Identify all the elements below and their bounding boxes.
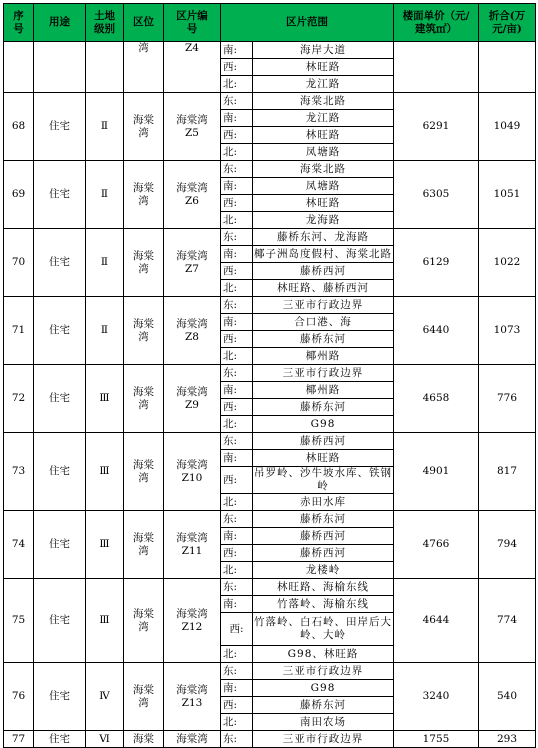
unit-price-cell: 4644 xyxy=(394,579,479,663)
grade-cell: Ⅲ xyxy=(86,511,124,579)
boundary-cell: 三亚市行政边界 xyxy=(253,365,394,382)
conversion-cell: 1051 xyxy=(479,161,536,229)
unit-price-cell: 3240 xyxy=(394,663,479,731)
direction-cell: 北: xyxy=(221,562,253,579)
direction-cell: 南: xyxy=(221,450,253,467)
area-cell: 海棠 湾 xyxy=(124,229,164,297)
seq-cell: 71 xyxy=(4,297,34,365)
grade-cell: Ⅲ xyxy=(86,365,124,433)
boundary-cell: 三亚市行政边界 xyxy=(253,731,394,748)
table-row xyxy=(4,161,536,178)
boundary-cell: 龙楼岭 xyxy=(253,562,394,579)
header-zone-code: 区片编 号 xyxy=(164,4,221,42)
seq-cell: 77 xyxy=(4,731,34,748)
area-cell: 海棠 湾 xyxy=(124,663,164,731)
grade-cell: Ⅱ xyxy=(86,297,124,365)
table-row xyxy=(4,579,536,596)
boundary-cell: 南田农场 xyxy=(253,714,394,731)
header-conversion: 折合(万 元/亩) xyxy=(479,4,536,42)
area-cell: 海棠 湾 xyxy=(124,93,164,161)
land-price-table xyxy=(3,3,536,748)
direction-cell: 东: xyxy=(221,663,253,680)
land-price-table-sheet xyxy=(3,3,535,748)
zone-code-cell: 海棠湾 Z8 xyxy=(164,297,221,365)
conversion-cell: 1049 xyxy=(479,93,536,161)
boundary-cell: 海棠北路 xyxy=(253,93,394,110)
use-cell: 住宅 xyxy=(34,731,86,748)
use-cell: 住宅 xyxy=(34,365,86,433)
direction-cell: 南: xyxy=(221,314,253,331)
direction-cell: 北: xyxy=(221,348,253,365)
boundary-cell: 椰州路 xyxy=(253,348,394,365)
boundary-cell: 林旺路、藤桥西河 xyxy=(253,280,394,297)
direction-cell: 东: xyxy=(221,579,253,596)
direction-cell: 北: xyxy=(221,494,253,511)
direction-cell: 西: xyxy=(221,263,253,280)
conversion-cell: 1073 xyxy=(479,297,536,365)
area-cell: 海棠 湾 xyxy=(124,161,164,229)
boundary-cell: 龙海路 xyxy=(253,212,394,229)
header-grade: 土地 级别 xyxy=(86,4,124,42)
direction-cell: 南: xyxy=(221,680,253,697)
direction-cell: 南: xyxy=(221,528,253,545)
direction-cell: 北: xyxy=(221,714,253,731)
boundary-cell: 竹落岭、海榆东线 xyxy=(253,596,394,613)
direction-cell: 东: xyxy=(221,161,253,178)
header-seq: 序 号 xyxy=(4,4,34,42)
boundary-cell: 藤桥西河 xyxy=(253,545,394,562)
boundary-cell: 海岸大道 xyxy=(253,42,394,59)
direction-cell: 西: xyxy=(221,613,253,646)
seq-cell xyxy=(4,42,34,93)
area-cell: 海棠 xyxy=(124,731,164,748)
boundary-cell: 海棠北路 xyxy=(253,161,394,178)
table-row xyxy=(4,511,536,528)
table-row xyxy=(4,229,536,246)
unit-price-cell: 6129 xyxy=(394,229,479,297)
direction-cell: 南: xyxy=(221,178,253,195)
conversion-cell: 776 xyxy=(479,365,536,433)
boundary-cell: 三亚市行政边界 xyxy=(253,663,394,680)
header-scope: 区片范围 xyxy=(221,4,394,42)
use-cell: 住宅 xyxy=(34,433,86,511)
direction-cell: 东: xyxy=(221,511,253,528)
zone-code-cell: 海棠湾 Z5 xyxy=(164,93,221,161)
zone-code-cell: 海棠湾 Z10 xyxy=(164,433,221,511)
conversion-cell: 293 xyxy=(479,731,536,748)
table-row xyxy=(4,731,536,748)
direction-cell: 西: xyxy=(221,127,253,144)
unit-price-cell: 4766 xyxy=(394,511,479,579)
boundary-cell: 藤桥东河 xyxy=(253,511,394,528)
use-cell xyxy=(34,42,86,93)
direction-cell: 北: xyxy=(221,280,253,297)
area-cell: 海棠 湾 xyxy=(124,511,164,579)
grade-cell: Ⅱ xyxy=(86,93,124,161)
conversion-cell: 774 xyxy=(479,579,536,663)
direction-cell: 西: xyxy=(221,331,253,348)
boundary-cell: 凤塘路 xyxy=(253,178,394,195)
boundary-cell: 林旺路 xyxy=(253,195,394,212)
direction-cell: 东: xyxy=(221,93,253,110)
unit-price-cell: 4901 xyxy=(394,433,479,511)
use-cell: 住宅 xyxy=(34,297,86,365)
boundary-cell: G98、林旺路 xyxy=(253,646,394,663)
zone-code-cell: 海棠湾 Z12 xyxy=(164,579,221,663)
use-cell: 住宅 xyxy=(34,579,86,663)
unit-price-cell: 6291 xyxy=(394,93,479,161)
boundary-cell: 林旺路 xyxy=(253,127,394,144)
area-cell: 湾 xyxy=(124,42,164,93)
conversion-cell xyxy=(479,42,536,93)
table-row xyxy=(4,433,536,450)
conversion-cell: 794 xyxy=(479,511,536,579)
header-row xyxy=(4,4,536,42)
boundary-cell: G98 xyxy=(253,416,394,433)
seq-cell: 68 xyxy=(4,93,34,161)
direction-cell: 西: xyxy=(221,399,253,416)
zone-code-cell: 海棠湾 Z11 xyxy=(164,511,221,579)
grade-cell xyxy=(86,42,124,93)
seq-cell: 75 xyxy=(4,579,34,663)
seq-cell: 73 xyxy=(4,433,34,511)
boundary-cell: 吊罗岭、沙牛坡水库、铁钢岭 xyxy=(254,467,392,492)
zone-code-cell: 海棠湾 Z6 xyxy=(164,161,221,229)
zone-code-cell: Z4 xyxy=(164,42,221,93)
boundary-cell: 藤桥东河 xyxy=(253,331,394,348)
boundary-cell: 藤桥西河 xyxy=(253,433,394,450)
direction-cell: 南: xyxy=(221,246,253,263)
header-unit-price: 楼面单价（元/ 建筑㎡） xyxy=(394,4,479,42)
zone-code-cell: 海棠湾 Z13 xyxy=(164,663,221,731)
table-row xyxy=(4,297,536,314)
boundary-cell: 椰州路 xyxy=(253,382,394,399)
seq-cell: 74 xyxy=(4,511,34,579)
boundary-cell: 合口港、海 xyxy=(253,314,394,331)
use-cell: 住宅 xyxy=(34,161,86,229)
unit-price-cell: 6440 xyxy=(394,297,479,365)
area-cell: 海棠 湾 xyxy=(124,365,164,433)
direction-cell: 东: xyxy=(221,365,253,382)
area-cell: 海棠 湾 xyxy=(124,579,164,663)
table-row xyxy=(4,663,536,680)
boundary-cell: 林旺路 xyxy=(253,59,394,76)
boundary-cell: G98 xyxy=(253,680,394,697)
direction-cell: 北: xyxy=(221,416,253,433)
grade-cell: Ⅲ xyxy=(86,579,124,663)
zone-code-cell: 海棠湾 xyxy=(164,731,221,748)
conversion-cell: 817 xyxy=(479,433,536,511)
seq-cell: 69 xyxy=(4,161,34,229)
table-row xyxy=(4,93,536,110)
use-cell: 住宅 xyxy=(34,663,86,731)
boundary-cell: 赤田水库 xyxy=(253,494,394,511)
boundary-cell: 藤桥东河、龙海路 xyxy=(253,229,394,246)
unit-price-cell: 6305 xyxy=(394,161,479,229)
direction-cell: 西: xyxy=(221,59,253,76)
boundary-cell: 林旺路、海榆东线 xyxy=(253,579,394,596)
direction-cell: 东: xyxy=(221,297,253,314)
seq-cell: 72 xyxy=(4,365,34,433)
grade-cell: Ⅱ xyxy=(86,161,124,229)
direction-cell: 南: xyxy=(221,382,253,399)
area-cell: 海棠 湾 xyxy=(124,433,164,511)
grade-cell: Ⅵ xyxy=(86,731,124,748)
grade-cell: Ⅱ xyxy=(86,229,124,297)
direction-cell: 南: xyxy=(221,110,253,127)
unit-price-cell: 1755 xyxy=(394,731,479,748)
direction-cell: 北: xyxy=(221,212,253,229)
table-row xyxy=(4,42,536,59)
conversion-cell: 1022 xyxy=(479,229,536,297)
seq-cell: 76 xyxy=(4,663,34,731)
boundary-cell: 藤桥东河 xyxy=(253,399,394,416)
grade-cell: Ⅲ xyxy=(86,433,124,511)
header-area: 区位 xyxy=(124,4,164,42)
use-cell: 住宅 xyxy=(34,511,86,579)
direction-cell: 北: xyxy=(221,144,253,161)
boundary-cell: 藤桥东河 xyxy=(253,697,394,714)
direction-cell: 东: xyxy=(221,229,253,246)
direction-cell: 北: xyxy=(221,646,253,663)
conversion-cell: 540 xyxy=(479,663,536,731)
header-use: 用途 xyxy=(34,4,86,42)
zone-code-cell: 海棠湾 Z9 xyxy=(164,365,221,433)
direction-cell: 南: xyxy=(221,42,253,59)
grade-cell: Ⅳ xyxy=(86,663,124,731)
table-row xyxy=(4,365,536,382)
direction-cell: 北: xyxy=(221,76,253,93)
use-cell: 住宅 xyxy=(34,229,86,297)
direction-cell: 西: xyxy=(221,545,253,562)
boundary-cell: 林旺路 xyxy=(253,450,394,467)
boundary-cell: 三亚市行政边界 xyxy=(253,297,394,314)
boundary-cell: 藤桥西河 xyxy=(253,263,394,280)
use-cell: 住宅 xyxy=(34,93,86,161)
boundary-cell: 藤桥西河 xyxy=(253,528,394,545)
direction-cell: 西: xyxy=(221,467,253,494)
boundary-cell: 椰子洲岛度假村、海棠北路 xyxy=(253,246,394,263)
direction-cell: 东: xyxy=(221,731,253,748)
direction-cell: 西: xyxy=(221,697,253,714)
boundary-cell: 凤塘路 xyxy=(253,144,394,161)
unit-price-cell: 4658 xyxy=(394,365,479,433)
direction-cell: 南: xyxy=(221,596,253,613)
boundary-cell: 竹落岭、白石岭、田岸后大岭、大岭 xyxy=(253,613,394,646)
unit-price-cell xyxy=(394,42,479,93)
direction-cell: 西: xyxy=(221,195,253,212)
direction-cell: 东: xyxy=(221,433,253,450)
boundary-cell: 龙江路 xyxy=(253,76,394,93)
seq-cell: 70 xyxy=(4,229,34,297)
zone-code-cell: 海棠湾 Z7 xyxy=(164,229,221,297)
boundary-cell: 龙江路 xyxy=(253,110,394,127)
area-cell: 海棠 湾 xyxy=(124,297,164,365)
